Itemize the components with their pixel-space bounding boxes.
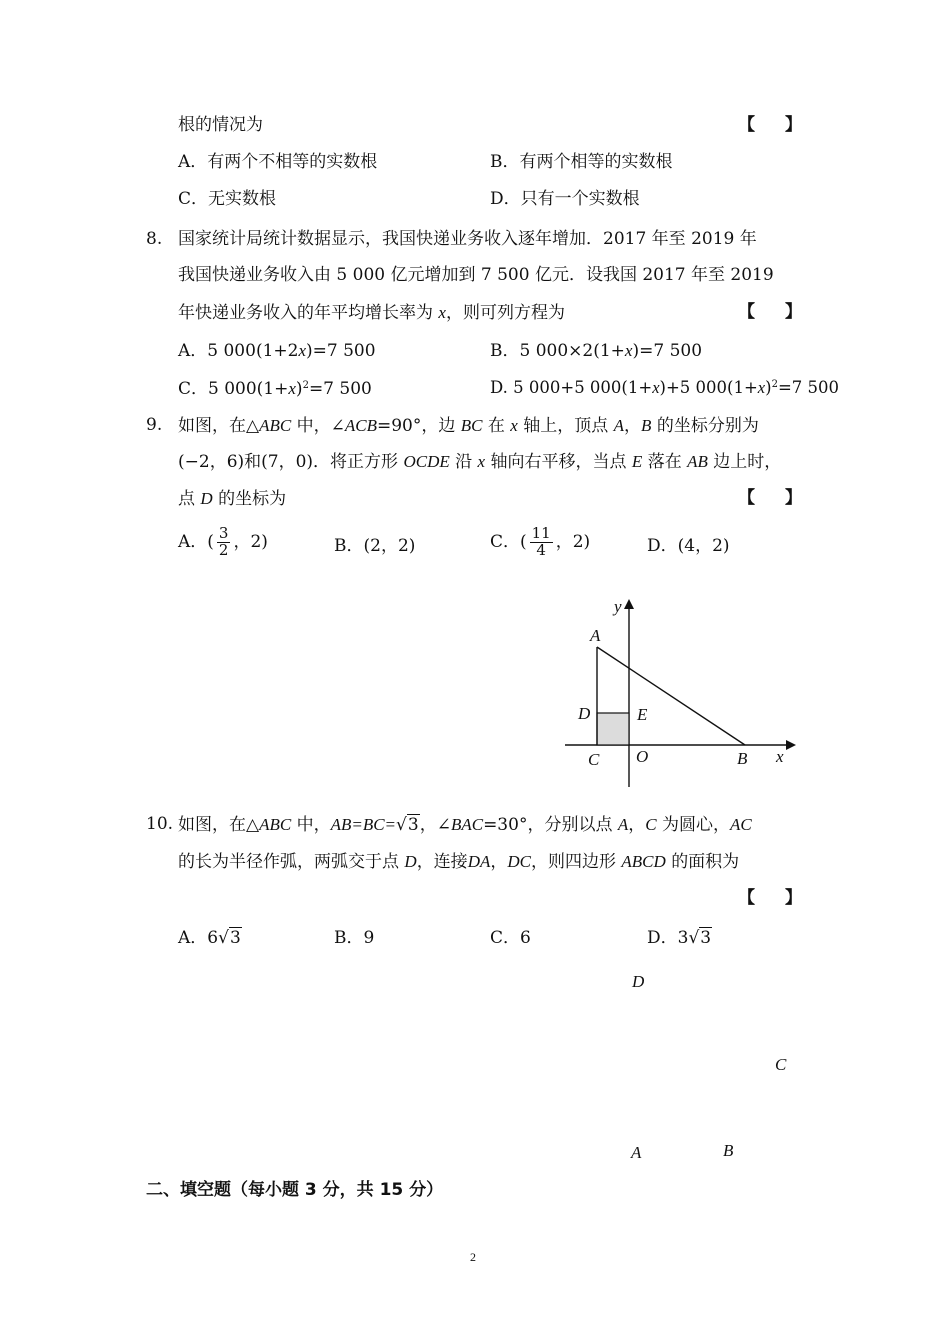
- q8-stem-line3: 年快递业务收入的年平均增长率为 x，则可列方程为: [178, 303, 565, 323]
- q10-option-c: C．6: [490, 928, 531, 948]
- q8-number: 8.: [146, 229, 163, 249]
- q8-stem-line2: 我国快递业务收入由 5 000 亿元增加到 7 500 亿元．设我国 2017 年至 2019: [178, 265, 774, 285]
- q9-answer-bracket: 【 】: [738, 488, 802, 508]
- q10-fig-label-b: B: [723, 1141, 734, 1160]
- q9-option-c: C．( $\frac{11}{4}$ ，2): [490, 524, 591, 559]
- q8-answer-bracket: 【 】: [738, 302, 802, 322]
- q10-option-b: B．9: [334, 928, 375, 948]
- q9-option-d: D．(4，2): [647, 536, 730, 556]
- q9-option-a: A．( $\frac{3}{2}$ ，2): [178, 524, 268, 559]
- q7-option-b: B．有两个相等的实数根: [490, 152, 673, 172]
- q10-number: 10.: [146, 814, 174, 834]
- q8-option-d: D. 5 000+5 000(1+x)+5 $000(1+x)^2=7$ 500: [490, 378, 839, 397]
- q10-option-a: A．6√3: [178, 928, 241, 948]
- q8-option-a: A．5 000(1+2x)=7 500: [178, 341, 376, 361]
- q7-answer-bracket: 【 】: [738, 115, 802, 135]
- section-heading-fill-in: 二、填空题（每小题 3 分，共 15 分）: [146, 1180, 444, 1200]
- q9-fig-label-x: x: [776, 747, 784, 766]
- q9-fig-label-e: E: [637, 705, 648, 724]
- q9-option-b: B．(2，2): [334, 536, 416, 556]
- q8-option-c: C．5 $000(1+x)^2=7$ 500: [178, 379, 372, 399]
- q10-option-d: D．3√3: [647, 928, 712, 948]
- q9-stem-line1: 如图，在△ABC 中，∠ACB=90°，边 BC 在 x 轴上，顶点 A，B 的坐标分别为: [178, 416, 759, 436]
- q10-fig-label-a: A: [631, 1143, 642, 1162]
- page-number: 2: [470, 1250, 476, 1264]
- q10-fig-label-c: C: [775, 1055, 787, 1074]
- q9-fig-label-o: O: [636, 747, 649, 766]
- q9-stem-line3: 点 D 的坐标为: [178, 489, 287, 509]
- x-axis-arrow: [786, 740, 796, 750]
- square-ocde: [597, 713, 629, 745]
- q7-stem-end: 根的情况为: [178, 115, 263, 135]
- q9-fig-label-d: D: [578, 704, 591, 723]
- q9-fig-label-a: A: [590, 626, 601, 645]
- q10-stem-line1: 如图，在△ABC 中，AB=BC=√3，∠BAC=30°，分别以点 A，C 为圆心，AC: [178, 815, 752, 835]
- q9-stem-line2: (−2，6)和(7，0)．将正方形 OCDE 沿 x 轴向右平移，当点 E 落在 AB 边上时，: [178, 452, 782, 472]
- q7-option-a: A．有两个不相等的实数根: [178, 152, 378, 172]
- y-axis-arrow: [624, 599, 634, 609]
- q9-number: 9.: [146, 415, 163, 435]
- q7-option-c: C．无实数根: [178, 189, 277, 209]
- q8-stem-line1: 国家统计局统计数据显示，我国快递业务收入逐年增加．2017 年至 2019 年: [178, 229, 757, 249]
- q9-fig-label-b: B: [737, 749, 748, 768]
- q9-fig-label-y: y: [614, 597, 622, 616]
- q9-fig-label-c: C: [588, 750, 600, 769]
- q10-stem-line2: 的长为半径作弧，两弧交于点 D，连接DA，DC，则四边形 ABCD 的面积为: [178, 852, 740, 872]
- q10-fig-label-d: D: [632, 972, 645, 991]
- q10-answer-bracket: 【 】: [738, 888, 802, 908]
- q8-option-b: B．5 000×2(1+x)=7 500: [490, 341, 703, 361]
- q7-option-d: D．只有一个实数根: [490, 189, 640, 209]
